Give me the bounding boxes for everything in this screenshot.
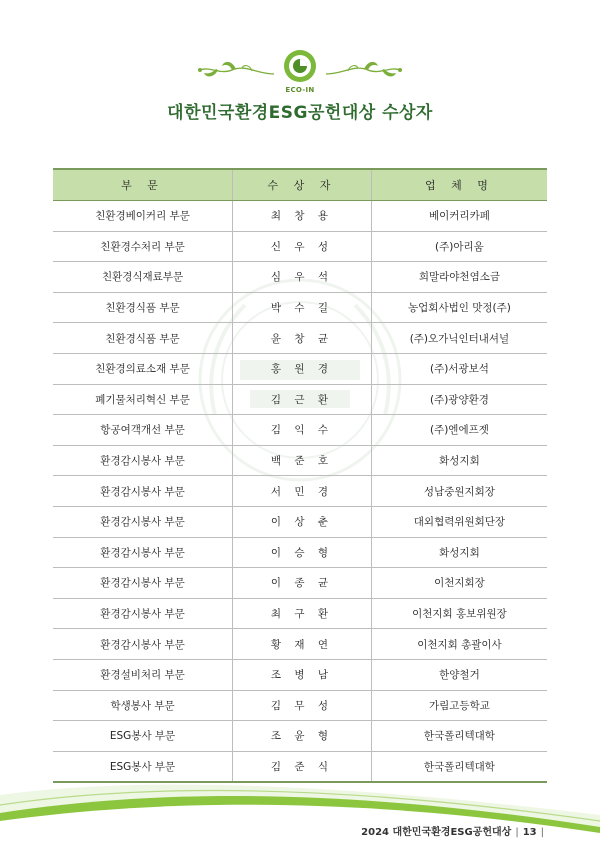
page-title: 대한민국환경ESG공헌대상 수상자 xyxy=(167,103,433,123)
cell-company: 한국폴리텍대학 xyxy=(371,751,547,782)
table-row xyxy=(53,201,547,232)
table-row xyxy=(53,231,547,262)
cell-category: ESG봉사 부문 xyxy=(53,751,233,782)
table-row xyxy=(53,476,547,507)
cell-category: 폐기물처리혁신 부문 xyxy=(53,384,233,415)
table-row xyxy=(53,537,547,568)
cell-winner: 서 민 경 xyxy=(233,476,372,507)
footer-label: 2024 대한민국환경ESG공헌대상 xyxy=(361,827,512,838)
cell-company: 베이커리카페 xyxy=(371,201,547,232)
cell-category: 환경감시봉사 부문 xyxy=(53,568,233,599)
table-row xyxy=(53,262,547,293)
cell-company: 대외협력위원회단장 xyxy=(371,506,547,537)
table-row xyxy=(53,568,547,599)
table-row xyxy=(53,629,547,660)
cell-category: 환경설비처리 부문 xyxy=(53,659,233,690)
cell-company: 이천지회 총괄이사 xyxy=(371,629,547,660)
awards-table xyxy=(53,168,547,783)
cell-company: 희말라야천염소금 xyxy=(371,262,547,293)
cell-category: 환경감시봉사 부문 xyxy=(53,476,233,507)
cell-winner: 김 무 성 xyxy=(233,690,372,721)
cell-category: 환경감시봉사 부문 xyxy=(53,506,233,537)
cell-category: 친환경식재료부문 xyxy=(53,262,233,293)
cell-company: 농업회사법인 맛정(주) xyxy=(371,292,547,323)
table-row xyxy=(53,659,547,690)
cell-category: 환경감시봉사 부문 xyxy=(53,537,233,568)
vine-ornament-right-icon xyxy=(324,56,404,86)
table-header-row xyxy=(53,169,547,201)
cell-winner: 박 수 길 xyxy=(233,292,372,323)
cell-category: 친환경수처리 부문 xyxy=(53,231,233,262)
cell-company: 한양철거 xyxy=(371,659,547,690)
table-row xyxy=(53,323,547,354)
footer-separator: | xyxy=(515,827,519,838)
cell-category: 학생봉사 부문 xyxy=(53,690,233,721)
cell-category: 친환경베이커리 부문 xyxy=(53,201,233,232)
cell-category: 항공여객개선 부문 xyxy=(53,415,233,446)
cell-winner: 최 창 용 xyxy=(233,201,372,232)
cell-company: (주)광양환경 xyxy=(371,384,547,415)
cell-winner: 심 우 석 xyxy=(233,262,372,293)
page-footer xyxy=(361,823,548,838)
table-row xyxy=(53,445,547,476)
cell-category: ESG봉사 부문 xyxy=(53,721,233,752)
table-row xyxy=(53,292,547,323)
column-header-winner: 수 상 자 xyxy=(233,169,372,201)
page-number: 13 xyxy=(522,827,537,838)
cell-winner: 이 종 균 xyxy=(233,568,372,599)
cell-category: 친환경의료소재 부문 xyxy=(53,353,233,384)
cell-winner: 신 우 성 xyxy=(233,231,372,262)
table-row xyxy=(53,506,547,537)
cell-company: (주)엔에프젯 xyxy=(371,415,547,446)
cell-winner: 조 병 남 xyxy=(233,659,372,690)
cell-winner: 홍 원 경 xyxy=(233,353,372,384)
table-body xyxy=(53,201,547,783)
table-row xyxy=(53,384,547,415)
cell-company: 한국폴리텍대학 xyxy=(371,721,547,752)
cell-company: (주)오가닉인터내셔널 xyxy=(371,323,547,354)
cell-company: 성남중원지회장 xyxy=(371,476,547,507)
table-row xyxy=(53,598,547,629)
cell-winner: 백 준 호 xyxy=(233,445,372,476)
cell-winner: 이 승 형 xyxy=(233,537,372,568)
table-row xyxy=(53,721,547,752)
cell-company: 이천지회장 xyxy=(371,568,547,599)
cell-winner: 김 익 수 xyxy=(233,415,372,446)
cell-winner: 김 준 식 xyxy=(233,751,372,782)
cell-winner: 윤 창 균 xyxy=(233,323,372,354)
cell-winner: 김 근 환 xyxy=(233,384,372,415)
cell-category: 친환경식품 부문 xyxy=(53,323,233,354)
cell-company: 화성지회 xyxy=(371,445,547,476)
table-row xyxy=(53,353,547,384)
column-header-company: 업 체 명 xyxy=(371,169,547,201)
cell-winner: 최 구 환 xyxy=(233,598,372,629)
footer-separator: | xyxy=(540,827,544,838)
cell-company: 이천지회 홍보위원장 xyxy=(371,598,547,629)
table-row xyxy=(53,690,547,721)
column-header-category: 부 문 xyxy=(53,169,233,201)
cell-company: (주)아리움 xyxy=(371,231,547,262)
cell-category: 환경감시봉사 부문 xyxy=(53,598,233,629)
eco-in-logo-icon xyxy=(282,48,318,84)
table-row xyxy=(53,415,547,446)
cell-category: 환경감시봉사 부문 xyxy=(53,629,233,660)
logo-text: ECO-IN xyxy=(285,86,315,94)
cell-company: (주)서광보석 xyxy=(371,353,547,384)
cell-winner: 이 상 춘 xyxy=(233,506,372,537)
cell-category: 친환경식품 부문 xyxy=(53,292,233,323)
logo-row xyxy=(0,44,600,94)
cell-winner: 조 윤 형 xyxy=(233,721,372,752)
vine-ornament-left-icon xyxy=(196,56,276,86)
cell-company: 화성지회 xyxy=(371,537,547,568)
cell-winner: 황 재 연 xyxy=(233,629,372,660)
cell-category: 환경감시봉사 부문 xyxy=(53,445,233,476)
cell-company: 가림고등학교 xyxy=(371,690,547,721)
